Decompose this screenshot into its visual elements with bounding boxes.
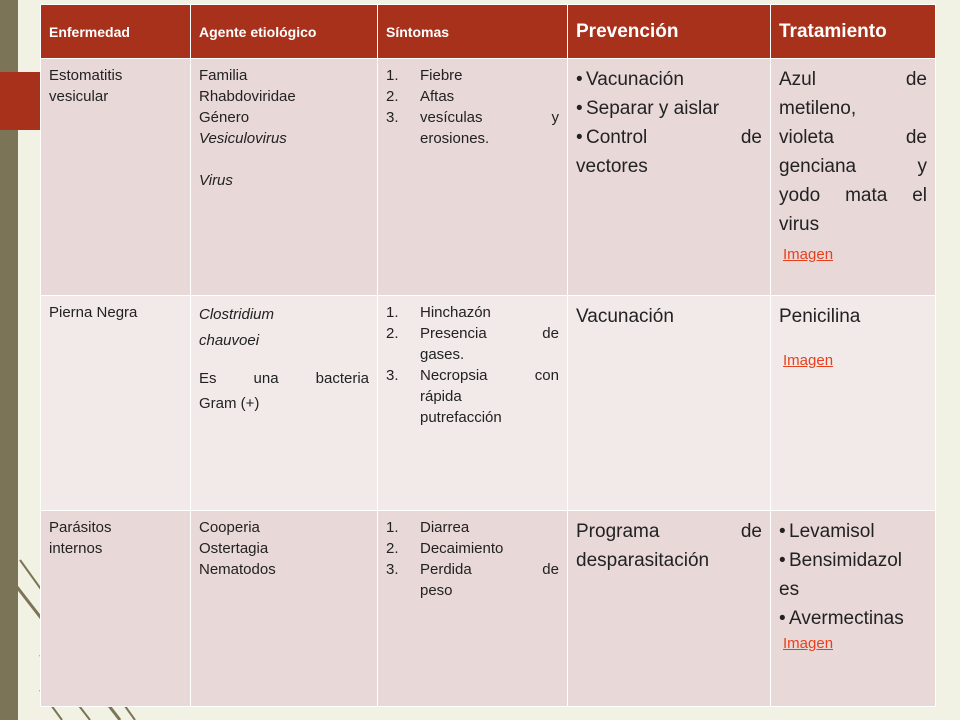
disease-cell: Estomatitis vesicular <box>41 59 191 296</box>
prevention-cell: Vacunación <box>568 296 771 511</box>
agent-cell: Familia Rhabdoviridae Género Vesiculovirus Virus <box>191 59 378 296</box>
symptoms-cell <box>378 511 568 707</box>
list-item: • Levamisol <box>779 521 875 542</box>
list-item: 2. Decaimiento <box>386 540 504 557</box>
list-item-continuation: putrefacción <box>420 409 502 426</box>
header-sintomas: Síntomas <box>378 5 568 59</box>
list-item: 2. Presencia de <box>386 325 559 342</box>
agent-cell: Cooperia Ostertagia Nematodos <box>191 511 378 707</box>
imagen-link[interactable]: Imagen <box>783 352 834 369</box>
table-row <box>41 511 936 707</box>
table-header-row <box>41 5 936 59</box>
header-tratamiento: Tratamiento <box>771 5 936 59</box>
list-item: • Vacunación <box>576 69 684 90</box>
prevention-cell: • Vacunación • Separar y aislar • Control de vectores <box>568 59 771 296</box>
list-item: • Control de <box>576 127 762 148</box>
decorative-accent-tab <box>0 72 42 130</box>
disease-cell: Parásitos internos <box>41 511 191 707</box>
disease-cell: Pierna Negra <box>41 296 191 511</box>
table-row <box>41 296 936 511</box>
list-item: • Separar y aislar <box>576 98 720 119</box>
list-item: • Bensimidazol <box>779 550 902 571</box>
list-item: 1. Hinchazón <box>386 304 491 321</box>
list-item: 3. Perdida de <box>386 561 559 578</box>
disease-table <box>40 4 936 707</box>
treatment-cell: • Levamisol • Bensimidazol es • Avermectinas Imagen <box>771 511 936 707</box>
list-item-continuation: erosiones. <box>420 130 490 147</box>
list-item: 2. Aftas <box>386 88 455 105</box>
list-item: 3. vesículas y <box>386 109 559 126</box>
treatment-cell: Azul de metileno, violeta de genciana y yodo mata el virus Imagen <box>771 59 936 296</box>
agent-cell: Clostridium chauvoei Es una bacteria Gram (+) <box>191 296 378 511</box>
imagen-link[interactable]: Imagen <box>783 635 834 652</box>
header-prevencion: Prevención <box>568 5 771 59</box>
header-enfermedad: Enfermedad <box>41 5 191 59</box>
prevention-cell: Programa de desparasitación <box>568 511 771 707</box>
symptoms-cell <box>378 296 568 511</box>
treatment-cell: Penicilina Imagen <box>771 296 936 511</box>
symptoms-cell <box>378 59 568 296</box>
header-agente: Agente etiológico <box>191 5 378 59</box>
list-item-continuation: gases. <box>420 346 465 363</box>
list-item: 1. Fiebre <box>386 67 463 84</box>
list-item: 1. Diarrea <box>386 519 470 536</box>
list-item-continuation: rápida <box>420 388 462 405</box>
list-item: • Avermectinas <box>779 608 904 629</box>
list-item-continuation: peso <box>420 582 453 599</box>
imagen-link[interactable]: Imagen <box>783 246 834 263</box>
table-row <box>41 59 936 296</box>
list-item: 3. Necropsia con <box>386 367 559 384</box>
